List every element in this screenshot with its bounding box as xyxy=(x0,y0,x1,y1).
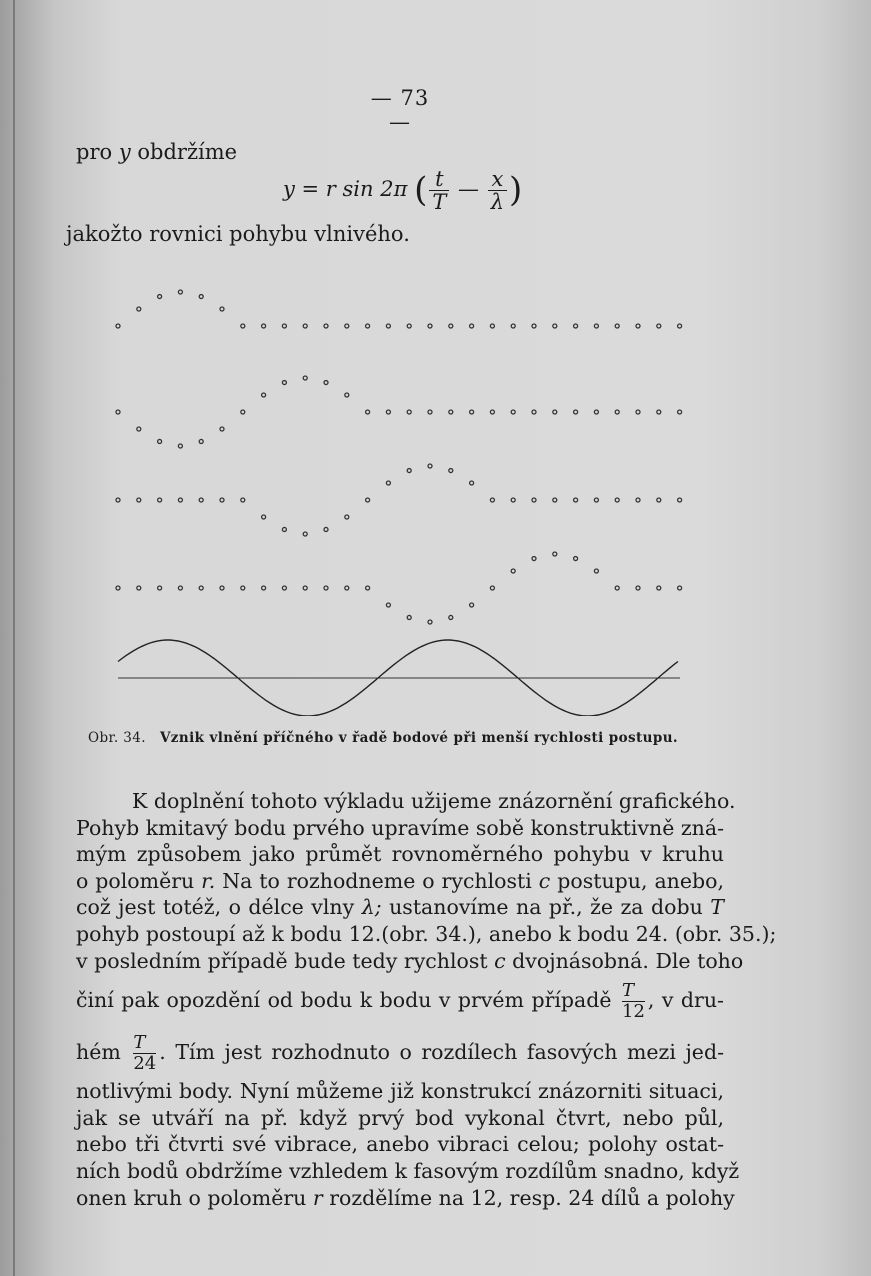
construction-point xyxy=(615,498,619,502)
figure-34-wave-construction xyxy=(100,276,700,716)
construction-point xyxy=(657,586,661,590)
construction-point xyxy=(574,557,578,561)
construction-point xyxy=(532,557,536,561)
construction-point xyxy=(345,393,349,397)
fraction-T-over-12: $\frac{T}{12}$ xyxy=(622,980,645,1023)
wave-equation: y = r sin 2π ( $\frac{t}{T}$ — $\frac{x}{\lambda}$ ) xyxy=(283,167,523,215)
construction-point xyxy=(636,586,640,590)
text-line: Pohyb kmitavý bodu prvého upravíme sobě konstruktivně zná- xyxy=(76,815,725,840)
construction-point xyxy=(490,324,494,328)
body-paragraph xyxy=(76,788,777,1211)
construction-point xyxy=(490,410,494,414)
text-line: notlivými body. Nyní můžeme již konstrukcí znázorniti situaci, xyxy=(76,1079,724,1104)
text-line: o poloměru r. Na to rozhodneme o rychlosti c postupu, anebo, xyxy=(76,868,724,893)
construction-point xyxy=(657,324,661,328)
construction-point xyxy=(657,498,661,502)
construction-point xyxy=(158,586,162,590)
construction-point xyxy=(158,498,162,502)
construction-point xyxy=(262,324,266,328)
fraction-x-over-lambda: $\frac{x}{\lambda}$ xyxy=(488,168,507,213)
construction-point xyxy=(449,324,453,328)
construction-point xyxy=(366,324,370,328)
construction-point xyxy=(449,469,453,473)
construction-point xyxy=(137,586,141,590)
construction-point xyxy=(574,498,578,502)
construction-point xyxy=(137,498,141,502)
construction-point xyxy=(158,439,162,443)
construction-point xyxy=(303,586,307,590)
construction-point xyxy=(386,410,390,414)
construction-point xyxy=(470,410,474,414)
text-line: pohyb postoupí až k bodu 12.(obr. 34.), anebo k bodu 24. (obr. 35.); xyxy=(76,921,777,946)
binding-gutter xyxy=(13,0,15,1276)
construction-point xyxy=(262,393,266,397)
construction-point xyxy=(678,324,682,328)
construction-point xyxy=(470,603,474,607)
construction-point xyxy=(345,324,349,328)
construction-point xyxy=(636,324,640,328)
construction-point xyxy=(615,324,619,328)
text-line: ních bodů obdržíme vzhledem k fasovým rozdílům snadno, když xyxy=(76,1158,740,1183)
construction-point xyxy=(158,295,162,299)
construction-point xyxy=(241,498,245,502)
construction-point xyxy=(428,324,432,328)
construction-point xyxy=(199,498,203,502)
construction-point xyxy=(470,324,474,328)
construction-point xyxy=(199,439,203,443)
construction-point xyxy=(116,410,120,414)
text-line: což jest totéž, o délce vlny λ; ustanovíme na př., že za dobu T xyxy=(76,895,724,920)
construction-point xyxy=(178,498,182,502)
construction-point xyxy=(324,324,328,328)
construction-point xyxy=(615,410,619,414)
construction-point xyxy=(594,410,598,414)
text-line: jak se utváří na př. když prvý bod vykonal čtvrt, nebo půl, xyxy=(76,1105,724,1130)
construction-point xyxy=(553,552,557,556)
construction-point xyxy=(345,586,349,590)
construction-point xyxy=(220,498,224,502)
construction-point xyxy=(594,498,598,502)
construction-point xyxy=(199,586,203,590)
construction-point xyxy=(324,527,328,531)
construction-point xyxy=(574,324,578,328)
construction-point xyxy=(220,307,224,311)
construction-point xyxy=(366,586,370,590)
construction-point xyxy=(407,324,411,328)
text-line: nebo tři čtvrti své vibrace, anebo vibraci celou; polohy ostat- xyxy=(76,1132,724,1157)
construction-point xyxy=(594,569,598,573)
construction-point xyxy=(594,324,598,328)
construction-point xyxy=(116,324,120,328)
construction-point xyxy=(532,410,536,414)
text-line: v posledním případě bude tedy rychlost c dvojnásobná. Dle toho xyxy=(76,948,744,973)
construction-point xyxy=(386,603,390,607)
construction-point xyxy=(116,498,120,502)
construction-point xyxy=(407,615,411,619)
text-line: mým způsobem jako průmět rovnoměrného pohybu v kruhu xyxy=(76,842,724,867)
construction-point xyxy=(636,410,640,414)
intro-conclusion: jakožto rovnici pohybu vlnivého. xyxy=(66,222,410,246)
construction-point xyxy=(511,324,515,328)
text-line: K doplnění tohoto výkladu užijeme znázornění grafického. xyxy=(132,789,736,813)
construction-point xyxy=(199,295,203,299)
construction-point xyxy=(303,376,307,380)
fraction-T-over-24: $\frac{T}{24}$ xyxy=(133,1032,157,1075)
construction-point xyxy=(137,307,141,311)
construction-point xyxy=(303,324,307,328)
construction-point xyxy=(262,515,266,519)
construction-point xyxy=(678,586,682,590)
construction-point xyxy=(532,324,536,328)
construction-point xyxy=(366,498,370,502)
construction-point xyxy=(178,444,182,448)
page-number: — 73 — xyxy=(370,86,430,134)
construction-point xyxy=(407,410,411,414)
fraction-t-over-T: $\frac{t}{T}$ xyxy=(429,168,449,213)
construction-point xyxy=(241,586,245,590)
construction-point xyxy=(137,427,141,431)
construction-point xyxy=(282,324,286,328)
construction-point xyxy=(678,410,682,414)
construction-point xyxy=(511,498,515,502)
text-line: činí pak opozdění od bodu k bodu v prvém případě $\frac{T}{12}$ , v dru- xyxy=(76,980,724,1023)
construction-point xyxy=(345,515,349,519)
text-line: hém $\frac{T}{24}$ . Tím jest rozhodnuto o rozdílech fasových mezi jed- xyxy=(76,1032,724,1075)
construction-point xyxy=(241,324,245,328)
construction-point xyxy=(241,410,245,414)
construction-point xyxy=(553,410,557,414)
construction-point xyxy=(282,381,286,385)
intro-line: pro y obdržíme xyxy=(76,140,238,164)
construction-point xyxy=(178,586,182,590)
construction-point xyxy=(220,427,224,431)
construction-point xyxy=(511,410,515,414)
construction-point xyxy=(324,586,328,590)
construction-point xyxy=(282,527,286,531)
figure-caption: Obr. 34. Vznik vlnění příčného v řadě bodové při menší rychlosti postupu. xyxy=(88,730,679,746)
construction-point xyxy=(532,498,536,502)
construction-point xyxy=(262,586,266,590)
construction-point xyxy=(449,410,453,414)
construction-point xyxy=(553,498,557,502)
construction-point xyxy=(428,410,432,414)
construction-point xyxy=(386,481,390,485)
construction-point xyxy=(449,615,453,619)
construction-point xyxy=(490,586,494,590)
construction-point xyxy=(282,586,286,590)
text-line: onen kruh o poloměru r rozdělíme na 12, resp. 24 dílů a polohy xyxy=(76,1185,735,1210)
construction-point xyxy=(678,498,682,502)
construction-point xyxy=(657,410,661,414)
construction-point xyxy=(178,290,182,294)
construction-point xyxy=(511,569,515,573)
construction-point xyxy=(636,498,640,502)
construction-point xyxy=(490,498,494,502)
construction-point xyxy=(553,324,557,328)
construction-point xyxy=(366,410,370,414)
construction-point xyxy=(220,586,224,590)
construction-point xyxy=(324,381,328,385)
construction-point xyxy=(428,620,432,624)
construction-point xyxy=(407,469,411,473)
construction-point xyxy=(303,532,307,536)
construction-point xyxy=(428,464,432,468)
construction-point xyxy=(470,481,474,485)
construction-point xyxy=(386,324,390,328)
construction-point xyxy=(116,586,120,590)
construction-point xyxy=(615,586,619,590)
construction-point xyxy=(574,410,578,414)
